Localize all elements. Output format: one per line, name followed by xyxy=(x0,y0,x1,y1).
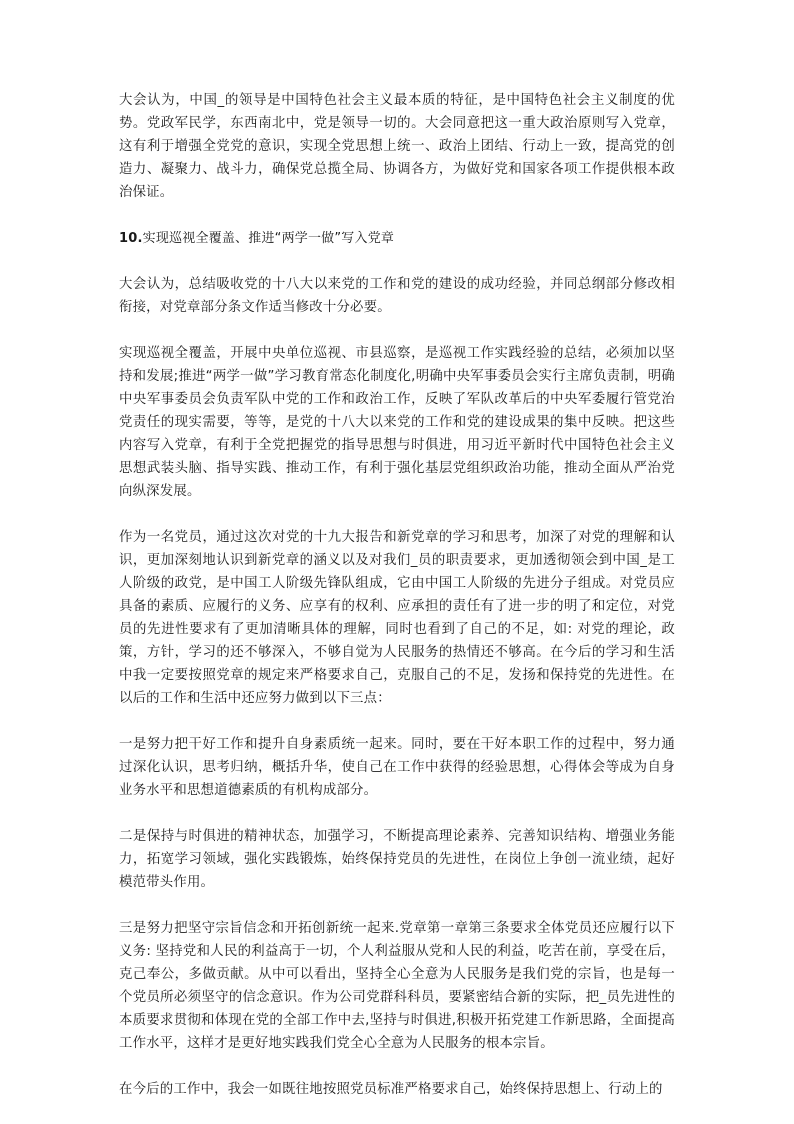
paragraph-point-one: 一是努力把干好工作和提升自身素质统一起来。同时，要在干好本职工作的过程中，努力通过深化认识，思考归纳，概括升华，使自己在工作中获得的经验思想，心得体会等成为自身业务水平和思想道德素质的有机构成部分。 xyxy=(119,737,675,798)
section-number: 10. xyxy=(119,231,143,246)
paragraph-closing: 在今后的工作中，我会一如既往地按照党员标准严格要求自己，始终保持思想上、行动上的 xyxy=(119,1082,663,1097)
paragraph-party-leadership: 大会认为，中国_的领导是中国特色社会主义最本质的特征，是中国特色社会主义制度的优势。党政军民学，东西南北中，党是领导一切的。大会同意把这一重大政治原则写入党章，这有利于增强全党党的意识，实现全党思想上统一、政治上团结、行动上一致，提高党的创造力、凝聚力、战斗力，确保党总揽全局、协调各方，为做好党和国家各项工作提供根本政治保证。 xyxy=(119,93,675,200)
paragraph-summary: 大会认为，总结吸收党的十八大以来党的工作和党的建设的成功经验，并同总纲部分修改相衔接，对党章部分条文作适当修改十分必要。 xyxy=(119,277,675,315)
section-heading xyxy=(119,227,675,250)
section-title: 实现巡视全覆盖、推进“两学一做”写入党章 xyxy=(142,231,395,246)
paragraph-point-three: 三是努力把坚守宗旨信念和开拓创新统一起来.党章第一章第三条要求全体党员还应履行以下义务: 坚持党和人民的利益高于一切，个人利益服从党和人民的利益，吃苦在前，享受在后，克己奉公，多做贡献。从中可以看出，坚持全心全意为人民服务是我们党的宗旨，也是每一个党员所必须坚守的信念意识。作为公司党群科科员，要紧密结合新的实际，把_员先进性的本质要求贯彻和体现在党的全部工作中去,坚持与时俱进,积极开拓党建工作新思路，全面提高工作水平，这样才是更好地实践我们党全心全意为人民服务的根本宗旨。 xyxy=(119,921,675,1051)
paragraph-personal-reflection: 作为一名党员，通过这次对党的十九大报告和新党章的学习和思考，加深了对党的理解和认识，更加深刻地认识到新党章的涵义以及对我们_员的职责要求，更加透彻领会到中国_是工人阶级的政党，是中国工人阶级先锋队组成，它由中国工人阶级的先进分子组成。对党员应具备的素质、应履行的义务、应享有的权利、应承担的责任有了进一步的明了和定位，对党员的先进性要求有了更加清晰具体的理解，同时也看到了自己的不足，如: 对党的理论，政策，方针，学习的还不够深入，不够自觉为人民服务的热情还不够高。在今后的学习和生活中我一定要按照党章的规定来严格要求自己，克服自己的不足，发扬和保持党的先进性。在以后的工作和生活中还应努力做到以下三点： xyxy=(119,530,675,706)
paragraph-inspection: 实现巡视全覆盖，开展中央单位巡视、市县巡察，是巡视工作实践经验的总结，必须加以坚持和发展;推进“两学一做”学习教育常态化制度化,明确中央军事委员会实行主席负责制，明确中央军事委员会负责军队中党的工作和政治工作，反映了军队改革后的中央军委履行管党治党责任的现实需要，等等，是党的十八大以来党的工作和党的建设成果的集中反映。把这些内容写入党章，有利于全党把握党的指导思想与时俱进，用习近平新时代中国特色社会主义思想武装头脑、指导实践、推动工作，有利于强化基层党组织政治功能，推动全面从严治党向纵深发展。 xyxy=(119,346,675,499)
document-page xyxy=(119,89,675,1124)
paragraph-point-two: 二是保持与时俱进的精神状态，加强学习，不断提高理论素养、完善知识结构、增强业务能力，拓宽学习领域，强化实践锻炼，始终保持党员的先进性，在岗位上争创一流业绩，起好模范带头作用。 xyxy=(119,829,675,890)
